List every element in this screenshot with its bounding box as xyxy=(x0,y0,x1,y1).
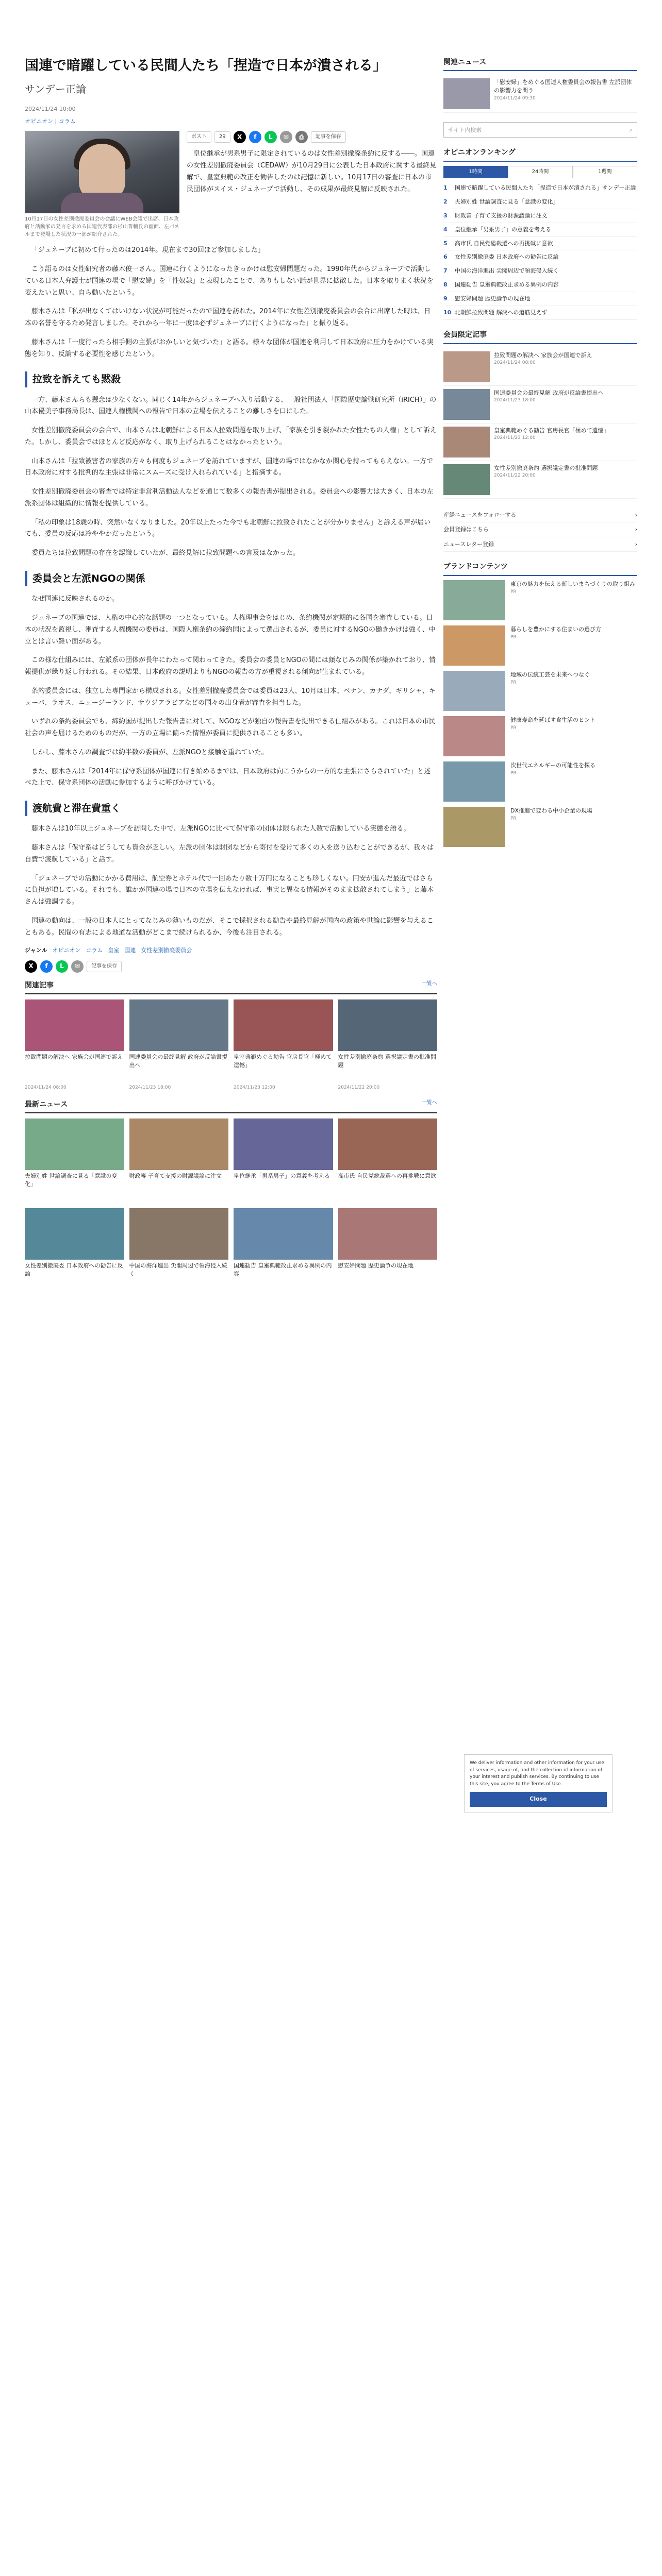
paragraph: ジュネーブの国連では、人権の中心的な話題の一つとなっている。人権理事会をはじめ、条約機関が定期的に各国を審査している。日本の状況を監視し、審査する人権機関の委員は、国際人権条約の締約国によって選出されるが、委員に対するNGOの働きかけは強く、中立とは言い難い面がある。 xyxy=(25,614,436,646)
search-icon[interactable]: ⌕ xyxy=(629,126,633,133)
section-heading: 渡航費と滞在費重く xyxy=(25,801,437,816)
related-card[interactable]: 皇室典範めぐる勧告 官房長官「極めて遺憾」 2024/11/23 12:00 xyxy=(234,999,333,1091)
section-heading: 拉致を訴えても黙殺 xyxy=(25,371,437,387)
tag-item[interactable]: 国連 xyxy=(124,947,136,954)
facebook-icon[interactable]: f xyxy=(40,960,53,973)
ranking-item[interactable]: 8 国連勧告 皇室典範改正求める異例の内容 xyxy=(443,278,637,292)
article xyxy=(25,57,437,1293)
brand-item[interactable]: 地域の伝統工芸を未来へつなぐ PR xyxy=(443,671,637,711)
x-icon[interactable]: X xyxy=(234,131,246,143)
latest-card[interactable]: 夫婦別姓 世論調査に見る「意識の変化」 xyxy=(25,1118,124,1203)
paragraph: しかし、藤木さんの調査では約半数の委員が、左派NGOと接触を重ねていた。 xyxy=(31,748,268,756)
article-date: 2024/11/24 10:00 xyxy=(25,106,76,113)
subcategory-link[interactable]: コラム xyxy=(58,117,76,125)
ranking-item[interactable]: 10 北朝鮮拉致問題 解決への道筋見えず xyxy=(443,306,637,320)
side-top xyxy=(443,57,637,113)
latest-heading: 最新ニュース 一覧へ xyxy=(25,1099,437,1113)
members-item[interactable]: 国連委員会の最終見解 政府が反論書提出へ 2024/11/23 18:00 xyxy=(443,386,637,423)
tag-list xyxy=(25,946,437,955)
search-input[interactable]: サイト内検索 ⌕ xyxy=(443,122,637,138)
tag-label: ジャンル xyxy=(25,947,47,954)
latest-card[interactable]: 皇位継承「男系男子」の意義を考える xyxy=(234,1118,333,1203)
paragraph: 「私の印象は18歳の時、突然いなくなりました。20年以上たった今でも北朝鮮に拉致されたことが分かりません」と訴える声が届いても、委員の反応は冷ややかだったという。 xyxy=(25,518,431,538)
ranking-item[interactable]: 4 皇位継承「男系男子」の意義を考える xyxy=(443,223,637,237)
related-card[interactable]: 国連委員会の最終見解 政府が反論書提出へ 2024/11/23 18:00 xyxy=(129,999,229,1091)
article-byline: サンデー正論 xyxy=(25,83,86,96)
tag-item[interactable]: コラム xyxy=(86,947,103,954)
ranking-item[interactable]: 3 財政審 子育て支援の財源議論に注文 xyxy=(443,209,637,223)
x-icon[interactable]: X xyxy=(25,960,37,973)
bottom-share-bar xyxy=(25,960,437,973)
newsletter-link[interactable]: ニュースレター登録 › xyxy=(443,537,637,552)
latest-card[interactable]: 高市氏 自民党総裁選への再挑戦に意欲 xyxy=(338,1118,438,1203)
more-link[interactable]: 一覧へ xyxy=(422,981,437,987)
ranking-item[interactable]: 2 夫婦別姓 世論調査に見る「意識の変化」 xyxy=(443,195,637,209)
related-card[interactable]: 女性差別撤廃条約 選択議定書の批准問題 2024/11/22 20:00 xyxy=(338,999,438,1091)
article-category[interactable]: オピニオン | コラム xyxy=(25,117,76,125)
latest-card[interactable]: 女性差別撤廃委 日本政府への勧告に反論 xyxy=(25,1208,124,1293)
hero-photo[interactable] xyxy=(25,131,179,213)
tab-24h[interactable]: 24時間 xyxy=(508,166,572,178)
more-link[interactable]: 一覧へ xyxy=(422,1099,437,1106)
links-box xyxy=(443,508,637,552)
ranking-item[interactable]: 5 高市氏 自民党総裁選への再挑戦に意欲 xyxy=(443,237,637,251)
latest-card[interactable]: 財政審 子育て支援の財源議論に注文 xyxy=(129,1118,229,1203)
hero-caption: 10月17日の女性差別撤廃委員会の会議にWEB会議で出席、日本政府と活動家の発言を求める国連代表部の杉山晋輔氏の画面、左パネルまで登場した状況の一部が紹介された。 xyxy=(25,216,179,238)
facebook-icon[interactable]: f xyxy=(249,131,261,143)
section-heading: 委員会と左派NGOの関係 xyxy=(25,571,437,586)
side-top-item[interactable]: 「慰安婦」をめぐる国連人権委員会の報告書 左派団体の影響力を問う 2024/11/24 09:30 xyxy=(443,75,637,113)
latest-card[interactable]: 国連勧告 皇室典範改正求める異例の内容 xyxy=(234,1208,333,1293)
paragraph: 藤木さんは10年以上ジュネーブを訪問した中で、左派NGOに比べて保守系の団体は限られた人数で活動している実態を語る。 xyxy=(31,825,410,833)
save-article-button[interactable]: 記事を保存 xyxy=(311,131,346,143)
paragraph: 一方、藤木さんらも懸念は少なくない。同じく14年からジュネーブへ入り活動する、一般社団法人「国際歴史論戦研究所（iRICH）」の山本優美子事務局長は、国連人権機関への報告で日本の立場を伝えることの難しさを口にした。 xyxy=(25,396,437,416)
cookie-text: We deliver information and other information for your use of services, usage of, and the collection of information of your interest and publish services. By continuing to use this site, you agree to the Terms of Use. xyxy=(470,1760,604,1787)
ranking-item[interactable]: 7 中国の海洋進出 尖閣周辺で領海侵入続く xyxy=(443,264,637,278)
category-link[interactable]: オピニオン xyxy=(25,117,53,125)
tag-item[interactable]: オピニオン xyxy=(52,947,81,954)
side-top-heading: 関連ニュース xyxy=(443,57,637,71)
paragraph: 藤木さんは「保守系はどうしても資金が乏しい。左派の団体は財団などから寄付を受けて多くの人を送り込むことができるが、我々は自費で渡航している」と話す。 xyxy=(25,844,434,863)
tab-1w[interactable]: 1週間 xyxy=(573,166,637,178)
brand-item[interactable]: 次世代エネルギーの可能性を探る PR xyxy=(443,761,637,802)
brand-item[interactable]: 東京の魅力を伝える新しいまちづくりの取り組み PR xyxy=(443,580,637,620)
line-icon[interactable]: L xyxy=(56,960,68,973)
tag-item[interactable]: 女性差別撤廃委員会 xyxy=(141,947,192,954)
members-item[interactable]: 拉致問題の解決へ 家族会が国連で訴え 2024/11/24 08:00 xyxy=(443,348,637,386)
members-item[interactable]: 皇室典範めぐる勧告 官房長官「極めて遺憾」 2024/11/23 12:00 xyxy=(443,423,637,461)
members-item[interactable]: 女性差別撤廃条約 選択議定書の批准問題 2024/11/22 20:00 xyxy=(443,461,637,499)
paragraph: 「ジュネーブに初めて行ったのは2014年。現在まで30回ほど参加しました」 xyxy=(31,246,264,255)
ranking-item[interactable]: 9 慰安婦問題 歴史論争の現在地 xyxy=(443,292,637,306)
paragraph: 委員たちは拉致問題の存在を認識していたが、最終見解に拉致問題への言及はなかった。 xyxy=(31,549,300,557)
cookie-close-button[interactable]: Close xyxy=(470,1792,607,1807)
follow-link[interactable]: 産経ニュースをフォローする › xyxy=(443,508,637,523)
brand-item[interactable]: 健康寿命を延ばす食生活のヒント PR xyxy=(443,716,637,756)
cookie-banner xyxy=(464,1754,613,1812)
chevron-right-icon: › xyxy=(635,540,637,548)
post-button[interactable]: ポスト xyxy=(187,131,211,143)
share-bar xyxy=(187,131,437,143)
save-article-button[interactable]: 記事を保存 xyxy=(87,961,122,972)
tab-1h[interactable]: 1時間 xyxy=(443,166,508,178)
line-icon[interactable]: L xyxy=(264,131,277,143)
tag-item[interactable]: 皇室 xyxy=(108,947,120,954)
paragraph: また、藤木さんは「2014年に保守系団体が国連に行き始めるまでは、日本政府は向こうからの一方的な主張にさらされていた」と述べた上で、保守系団体の活動に参加するように呼びかけている。 xyxy=(25,767,431,787)
register-link[interactable]: 会員登録はこちら › xyxy=(443,522,637,537)
latest-card[interactable]: 中国の海洋進出 尖閣周辺で領海侵入続く xyxy=(129,1208,229,1293)
paragraph: 国連の動向は、一般の日本人にとってなじみの薄いものだが、そこで採択される勧告や最終見解が国内の政策や世論に影響を与えることもある。民間の有志による地道な活動がどこまで続けられるか、今後も注目される。 xyxy=(25,917,434,937)
paragraph: 皇位継承が男系男子に限定されているのは女性差別撤廃条約に反する――。国連の女性差別撤廃委員会（CEDAW）が10月29日に公表した日本政府に関する最終見解で、皇室典範の改正を勧告したのは記憶に新しい。10月17日の審査に日本の市民団体がスイス・ジュネーブで活動し、その成果が最終見解に反映された。 xyxy=(187,150,437,193)
brand-item[interactable]: 暮らしを豊かにする住まいの選び方 PR xyxy=(443,625,637,666)
brand-item[interactable]: DX推進で変わる中小企業の現場 PR xyxy=(443,807,637,847)
share-count: 29 xyxy=(214,131,230,143)
members-box xyxy=(443,329,637,498)
paragraph: いずれの条約委員会でも、締約国が提出した報告書に対して、NGOなどが独自の報告書を提出できる仕組みがある。これは日本の市民社会の声を届けるためのものだが、一方の立場に偏った情報が委員に提供されることも多い。 xyxy=(25,718,436,738)
print-icon[interactable]: ⎙ xyxy=(295,131,308,143)
related-heading: 関連記事 一覧へ xyxy=(25,980,437,994)
latest-grid xyxy=(25,1118,437,1293)
members-heading: 会員限定記事 xyxy=(443,329,637,344)
ranking-item[interactable]: 6 女性差別撤廃委 日本政府への勧告に反論 xyxy=(443,250,637,264)
paragraph: 山本さんは「拉致被害者の家族の方々も何度もジュネーブを訪れていますが、国連の場ではなかなか関心を持ってもらえない。一方で日本政府に対する批判的な主張は非常にスムーズに受け入れられている」と指摘する。 xyxy=(25,457,434,477)
page xyxy=(25,0,637,2576)
paragraph: こう語るのは女性研究者の藤木俊一さん。国連に行くようになったきっかけは慰安婦問題だった。1990年代からジュネーブで活動している日本人弁護士が国連の場で「慰安婦」を「性奴隷」と表現したことで、ありもしない話が世界に拡散した。日本を取りまく状況を変えたいと思い、自ら動いたという。 xyxy=(25,265,434,297)
paragraph: 女性差別撤廃委員会の会合で、山本さんは北朝鮮による日本人拉致問題を取り上げ、「家族を引き裂かれた女性たちの人権」として訴えた。しかし、委員会ではほとんど反応がなく、取り上げられることはなかったという。 xyxy=(25,427,437,446)
article-hero xyxy=(25,131,437,239)
ranking-item[interactable]: 1 国連で暗躍している民間人たち「捏造で日本が潰される」サンデー正論 xyxy=(443,181,637,195)
paragraph: 女性差別撤廃委員会の審査では特定非営利活動法人などを通じて数多くの報告書が提出される。委員会への影響力は大きく、日本の左派系団体は組織的に情報を提供している。 xyxy=(25,488,434,507)
brand-box xyxy=(443,561,637,846)
paragraph: 「ジュネーブでの活動にかかる費用は、航空券とホテル代で一回あたり数十万円になることも珍しくない。円安が進んだ最近ではさらに負担が増している。それでも、誰かが国連の場で日本の立場を伝えなければ、事実と異なる情報がそのまま拡散されてしまう」と藤木さんは強調する。 xyxy=(25,874,434,906)
paragraph: 藤木さんは「一度行ったら相手側の主張がおかしいと気づいた」と語る。様々な団体が国連を利用して日本政府に圧力をかけている実態を知り、反論する必要性を感じたという。 xyxy=(25,338,434,358)
mail-icon[interactable]: ✉ xyxy=(71,960,84,973)
paragraph: この様な仕組みには、左派系の団体が長年にわたって関わってきた。委員会の委員とNGOの間には顔なじみの関係が築かれており、情報提供が繰り返し行われる。その結果、日本政府の説明よりもNGOの報告の方が重視される傾向が生まれている。 xyxy=(25,656,436,676)
ranking-heading: オピニオンランキング xyxy=(443,147,637,161)
paragraph: 条約委員会には、独立した専門家から構成される。女性差別撤廃委員会では委員は23人、10月は日本、ベナン、カナダ、ギリシャ、キューバ、ラオス、ニュージーランド、サウジアラビアなどの国々の出身者が審査を担当した。 xyxy=(25,687,436,707)
brand-heading: ブランドコンテンツ xyxy=(443,561,637,575)
sidebar xyxy=(443,57,637,856)
ranking-box xyxy=(443,147,637,320)
chevron-right-icon: › xyxy=(635,511,637,518)
chevron-right-icon: › xyxy=(635,526,637,533)
ranking-tabs xyxy=(443,166,637,178)
article-title: 国連で暗躍している民間人たち「捏造で日本が潰される」 xyxy=(25,58,387,74)
related-card[interactable]: 拉致問題の解決へ 家族会が国連で訴え 2024/11/24 08:00 xyxy=(25,999,124,1091)
related-grid xyxy=(25,999,437,1091)
mail-icon[interactable]: ✉ xyxy=(280,131,292,143)
paragraph: なぜ国連に反映されるのか。 xyxy=(31,595,119,603)
paragraph: 藤木さんは「私が出なくてはいけない状況が可能だったので国連を訪れた。2014年に女性差別撤廃委員会の会合に出席した時は、日本の名誉を守るため発言しました。それから一年に一度は必ずジュネーブに行くようになった」と振り返る。 xyxy=(25,308,431,328)
latest-card[interactable]: 慰安婦問題 歴史論争の現在地 xyxy=(338,1208,438,1293)
